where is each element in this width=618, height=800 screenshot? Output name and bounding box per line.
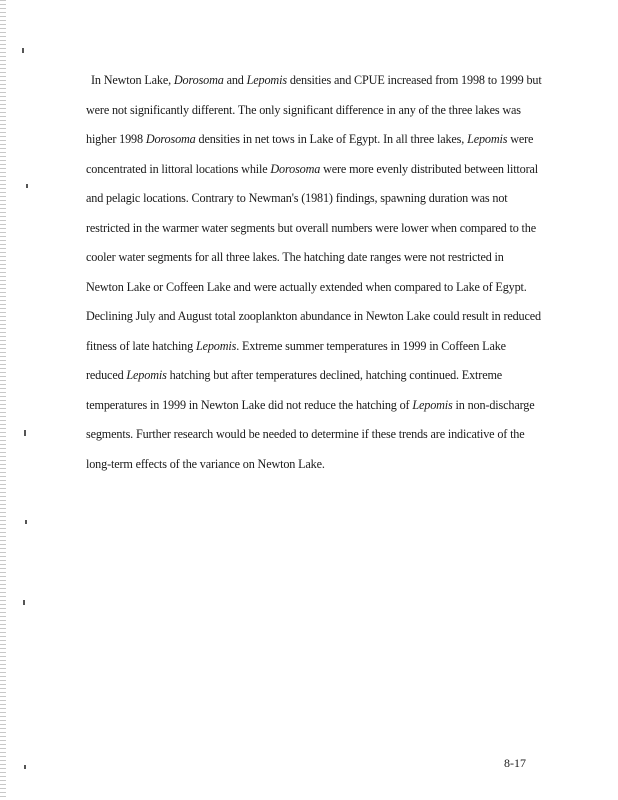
text-segment: long-term effects of the variance on Newton Lake. bbox=[86, 456, 325, 471]
text-line bbox=[86, 332, 556, 362]
text-line bbox=[86, 391, 556, 421]
taxon-name: Dorosoma bbox=[145, 132, 196, 146]
text-segment: Declining July and August total zooplankton abundance in Newton Lake could result in reduced bbox=[86, 309, 541, 323]
text-segment: restricted in the warmer water segments but overall numbers were lower when compared to the bbox=[86, 220, 536, 235]
text-segment: reduced bbox=[86, 368, 127, 382]
text-segment: were bbox=[507, 132, 534, 146]
text-segment: Newton Lake or Coffeen Lake and were actually extended when compared to Lake of Egypt. bbox=[86, 279, 527, 294]
text-line bbox=[86, 361, 556, 391]
text-line bbox=[86, 243, 556, 273]
text-line bbox=[86, 273, 556, 303]
text-segment: . Extreme summer temperatures in 1999 in Coffeen Lake bbox=[236, 338, 506, 353]
taxon-name: Dorosoma bbox=[270, 161, 321, 176]
text-line bbox=[86, 184, 556, 214]
text-segment: concentrated in littoral locations while bbox=[86, 161, 271, 176]
text-line bbox=[86, 302, 556, 332]
text-segment: were not significantly different. The only significant difference in any of the three lakes was bbox=[86, 102, 521, 117]
scan-speck bbox=[23, 600, 25, 605]
text-segment: were more evenly distributed between littoral bbox=[320, 161, 539, 176]
taxon-name: Lepomis bbox=[467, 132, 508, 146]
taxon-name: Dorosoma bbox=[173, 73, 224, 87]
text-line bbox=[86, 96, 556, 126]
taxon-name: Lepomis bbox=[412, 397, 453, 412]
text-line bbox=[86, 66, 556, 96]
text-segment: cooler water segments for all three lakes. The hatching date ranges were not restricted in bbox=[86, 250, 504, 264]
body-paragraph bbox=[86, 66, 556, 479]
text-segment: densities and CPUE increased from 1998 to 1999 but bbox=[286, 73, 542, 87]
text-segment: fitness of late hatching bbox=[86, 338, 196, 353]
text-line bbox=[86, 420, 556, 450]
text-line bbox=[86, 155, 556, 185]
text-segment: higher 1998 bbox=[86, 132, 146, 146]
text-segment: temperatures in 1999 in Newton Lake did not reduce the hatching of bbox=[86, 397, 413, 412]
text-segment: densities in net tows in Lake of Egypt. In all three lakes, bbox=[195, 132, 468, 146]
scan-edge-artifact bbox=[0, 0, 6, 800]
taxon-name: Lepomis bbox=[246, 73, 287, 87]
scan-speck bbox=[24, 430, 26, 436]
text-segment: segments. Further research would be needed to determine if these trends are indicative of the bbox=[86, 427, 525, 441]
text-line bbox=[86, 125, 556, 155]
text-segment: and pelagic locations. Contrary to Newman's (1981) findings, spawning duration was not bbox=[86, 191, 508, 205]
taxon-name: Lepomis bbox=[195, 338, 237, 353]
taxon-name: Lepomis bbox=[126, 368, 167, 382]
scan-speck bbox=[25, 520, 27, 524]
scan-speck bbox=[22, 48, 24, 53]
text-segment: In Newton Lake, bbox=[91, 73, 174, 87]
text-line bbox=[86, 214, 556, 244]
text-line bbox=[86, 450, 556, 480]
text-segment: hatching but after temperatures declined, hatching continued. Extreme bbox=[166, 368, 503, 382]
text-segment: in non-discharge bbox=[452, 397, 535, 412]
page-number: 8-17 bbox=[504, 756, 526, 770]
scan-speck bbox=[24, 765, 26, 769]
text-segment: and bbox=[223, 73, 247, 87]
scan-speck bbox=[26, 184, 28, 188]
